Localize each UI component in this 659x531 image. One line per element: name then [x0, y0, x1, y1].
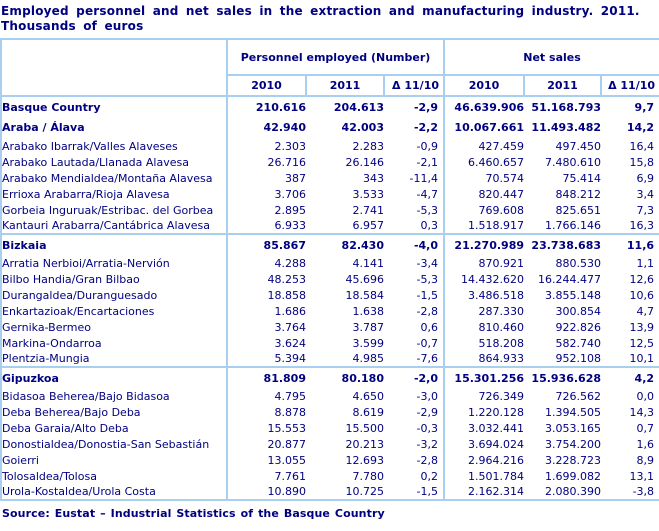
table-body	[1, 96, 659, 500]
row-value: 12,6	[629, 272, 655, 286]
row-label: Arabako Lautada/Llanada Alavesa	[1, 154, 227, 170]
row-label: Gorbeia Inguruak/Estribac. del Gorbea	[1, 202, 227, 218]
row-value: 6.460.657	[468, 155, 525, 169]
row-value: -5,3	[384, 202, 444, 218]
table-row	[1, 234, 659, 255]
table-row	[1, 271, 659, 287]
row-value: 7.761	[274, 469, 306, 483]
row-value: 922.826	[555, 320, 602, 334]
row-value: 81.809	[227, 367, 306, 388]
row-value: 11,6	[601, 234, 659, 255]
table-row	[1, 186, 659, 202]
row-value: 2.964.216	[468, 453, 525, 467]
row-value: 15,8	[629, 155, 655, 169]
row-value: 20.877	[267, 437, 306, 451]
table-row	[1, 436, 659, 452]
row-label: Goierri	[1, 452, 227, 468]
row-value: 3.533	[352, 187, 384, 201]
source-note: Source: Eustat – Industrial Statistics of the Basque Country	[2, 507, 385, 520]
row-label: Bidasoa Beherea/Bajo Bidasoa	[1, 388, 227, 404]
row-value: 1.699.082	[545, 469, 602, 483]
row-value: 769.608	[478, 203, 525, 217]
row-value: -0,7	[384, 335, 444, 351]
row-value: 1.518.917	[468, 219, 525, 232]
row-value: 4.141	[352, 256, 384, 270]
row-value: 3.228.723	[545, 453, 602, 467]
row-label: Gipuzkoa	[1, 367, 227, 388]
row-value: -2,1	[384, 154, 444, 170]
row-value: -4,7	[384, 186, 444, 202]
row-value: -1,5	[384, 484, 444, 500]
row-value: -1,5	[384, 287, 444, 303]
row-value: -2,0	[384, 367, 444, 388]
table-row	[1, 319, 659, 335]
row-value: 16,3	[629, 219, 655, 232]
row-value: 0,7	[636, 421, 655, 435]
row-value: 864.933	[478, 352, 525, 365]
table-row	[1, 335, 659, 351]
row-value: 2.741	[352, 203, 384, 217]
row-value: 18.584	[345, 288, 384, 302]
row-value: 16,4	[629, 139, 655, 153]
row-value: -5,3	[384, 271, 444, 287]
row-value: 75.414	[562, 171, 602, 185]
table-row	[1, 287, 659, 303]
row-value: 848.212	[555, 187, 602, 201]
row-value: 3.486.518	[468, 288, 525, 302]
row-value: 20.213	[345, 437, 384, 451]
row-value: 1.686	[274, 304, 306, 318]
row-value: 13,1	[629, 469, 655, 483]
table-row	[1, 367, 659, 388]
row-value: 3.754.200	[545, 437, 602, 451]
row-value: 726.349	[478, 389, 525, 403]
page-title-line2: Thousands of euros	[1, 19, 144, 33]
table-header	[1, 39, 659, 96]
row-value: 4.288	[274, 256, 306, 270]
row-value: -2,9	[384, 96, 444, 117]
table-row	[1, 452, 659, 468]
row-value: 387	[285, 171, 306, 185]
table-row	[1, 404, 659, 420]
row-value: 3.624	[274, 336, 306, 350]
row-label: Gernika-Bermeo	[1, 319, 227, 335]
table-row	[1, 202, 659, 218]
row-value: 4,2	[601, 367, 659, 388]
row-label: Arabako Mendialdea/Montaña Alavesa	[1, 170, 227, 186]
row-value: 3.706	[274, 187, 306, 201]
row-value: 45.696	[345, 272, 384, 286]
row-value: -3,2	[384, 436, 444, 452]
page-title-line1: Employed personnel and net sales in the extraction and manufacturing industry. 2011.	[1, 4, 640, 18]
row-label: Urola-Kostaldea/Urola Costa	[1, 484, 227, 500]
row-value: 825.651	[555, 203, 602, 217]
table-row	[1, 138, 659, 154]
net-sales-2010-header: 2010	[444, 75, 524, 96]
row-value: 2.303	[274, 139, 306, 153]
row-value: 3.764	[274, 320, 306, 334]
row-label: Araba / Álava	[1, 117, 227, 138]
row-value: 4.650	[352, 389, 384, 403]
row-value: 1,1	[636, 256, 655, 270]
row-value: 5.394	[274, 352, 306, 365]
row-value: 10.725	[345, 485, 384, 498]
row-value: -2,8	[384, 303, 444, 319]
row-label: Kantauri Arabarra/Cantábrica Alavesa	[1, 218, 227, 234]
row-value: 15.500	[345, 421, 384, 435]
statistics-table	[0, 38, 659, 501]
row-value: 82.430	[306, 234, 384, 255]
table-row	[1, 420, 659, 436]
region-header-cell	[1, 39, 227, 96]
row-value: 15.301.256	[444, 367, 524, 388]
row-label: Markina-Ondarroa	[1, 335, 227, 351]
row-value: 1.220.128	[468, 405, 525, 419]
row-value: 810.460	[478, 320, 525, 334]
row-value: 42.003	[341, 121, 384, 134]
row-value: 8.619	[352, 405, 384, 419]
row-value: 23.738.683	[524, 234, 601, 255]
row-value: 70.574	[485, 171, 525, 185]
personnel-delta-header: Δ 11/10	[384, 75, 444, 96]
table-row	[1, 117, 659, 138]
row-value: 8,9	[636, 453, 655, 467]
row-value: -2,2	[384, 117, 444, 138]
row-value: 14,2	[626, 121, 655, 134]
row-value: 7.480.610	[545, 155, 602, 169]
net-sales-2011-header: 2011	[524, 75, 601, 96]
row-label: Durangaldea/Duranguesado	[1, 287, 227, 303]
row-value: -3,0	[384, 388, 444, 404]
row-value: 13.055	[267, 453, 306, 467]
row-label: Donostialdea/Donostia-San Sebastián	[1, 436, 227, 452]
row-value: 1.766.146	[545, 219, 602, 232]
row-value: 1,6	[636, 437, 655, 451]
row-value: 15.553	[267, 421, 306, 435]
row-value: 48.253	[267, 272, 306, 286]
row-value: 46.639.906	[454, 100, 525, 114]
row-value: 3.599	[352, 336, 384, 350]
row-value: 14.432.620	[461, 272, 525, 286]
row-value: 1.394.505	[545, 405, 602, 419]
table-row	[1, 484, 659, 500]
row-value: 16.244.477	[538, 272, 602, 286]
row-value: 518.208	[478, 336, 525, 350]
row-value: 2.080.390	[545, 485, 602, 498]
row-value: 6,9	[636, 171, 655, 185]
row-value: 6.957	[352, 219, 384, 232]
row-value: 11.493.482	[531, 121, 602, 134]
table-row	[1, 468, 659, 484]
row-value: 3.053.165	[545, 421, 602, 435]
table-row	[1, 255, 659, 271]
row-value: 726.562	[555, 389, 602, 403]
row-value: 12,5	[629, 336, 655, 350]
row-value: 10.067.661	[454, 121, 525, 134]
row-value: 820.447	[478, 187, 525, 201]
net-sales-delta-header: Δ 11/10	[601, 75, 659, 96]
row-value: 0,6	[384, 319, 444, 335]
row-value: 7,3	[636, 203, 655, 217]
row-label: Basque Country	[1, 96, 227, 117]
row-value: -3,4	[384, 255, 444, 271]
row-label: Deba Beherea/Bajo Deba	[1, 404, 227, 420]
personnel-2011-header: 2011	[306, 75, 384, 96]
row-value: 427.459	[478, 139, 525, 153]
row-value: 18.858	[267, 288, 306, 302]
table-row	[1, 303, 659, 319]
row-value: 14,3	[629, 405, 655, 419]
row-value: 300.854	[555, 304, 602, 318]
row-value: -0,3	[384, 420, 444, 436]
row-value: 0,3	[384, 218, 444, 234]
row-value: 0,0	[636, 389, 655, 403]
personnel-group-header: Personnel employed (Number)	[227, 39, 444, 75]
row-value: 3.694.024	[468, 437, 525, 451]
row-label: Tolosaldea/Tolosa	[1, 468, 227, 484]
row-label: Bizkaia	[1, 234, 227, 255]
row-value: 6.933	[274, 219, 306, 232]
row-value: 7.780	[352, 469, 384, 483]
row-value: 343	[363, 171, 384, 185]
row-value: 582.740	[555, 336, 602, 350]
row-value: 12.693	[345, 453, 384, 467]
table-row	[1, 154, 659, 170]
row-value: 80.180	[306, 367, 384, 388]
row-value: 1.501.784	[468, 469, 525, 483]
row-label: Arabako Ibarrak/Valles Alaveses	[1, 138, 227, 154]
row-value: 4.795	[274, 389, 306, 403]
row-value: 2.283	[352, 139, 384, 153]
row-value: 1.638	[352, 304, 384, 318]
group-header-row	[1, 39, 659, 75]
row-value: 870.921	[478, 256, 525, 270]
row-value: 3.855.148	[545, 288, 602, 302]
table-row	[1, 388, 659, 404]
row-value: 4.985	[352, 352, 384, 365]
table-row	[1, 218, 659, 234]
row-value: -4,0	[384, 234, 444, 255]
row-value: -2,8	[384, 452, 444, 468]
row-value: 15.936.628	[524, 367, 601, 388]
row-value: 26.146	[345, 155, 384, 169]
row-value: 2.162.314	[468, 485, 525, 498]
row-label: Arratia Nerbioi/Arratia-Nervión	[1, 255, 227, 271]
row-value: 497.450	[555, 139, 602, 153]
row-value: 880.530	[555, 256, 602, 270]
row-value: -2,9	[384, 404, 444, 420]
row-value: 3,4	[636, 187, 655, 201]
row-value: 10.890	[267, 485, 306, 498]
row-value: 21.270.989	[444, 234, 524, 255]
row-label: Deba Garaia/Alto Deba	[1, 420, 227, 436]
row-label: Errioxa Arabarra/Rioja Alavesa	[1, 186, 227, 202]
row-value: -0,9	[384, 138, 444, 154]
page-title	[0, 0, 659, 34]
row-value: 42.940	[263, 121, 306, 134]
row-value: 8.878	[274, 405, 306, 419]
row-value: 10,1	[629, 352, 655, 365]
table-row	[1, 96, 659, 117]
row-value: 9,7	[634, 100, 655, 114]
row-value: 3.032.441	[468, 421, 525, 435]
row-value: 85.867	[227, 234, 306, 255]
table-row	[1, 170, 659, 186]
row-value: 287.330	[478, 304, 525, 318]
row-value: -7,6	[384, 351, 444, 367]
row-label: Bilbo Handia/Gran Bilbao	[1, 271, 227, 287]
row-value: 204.613	[333, 100, 384, 114]
row-value: -3,8	[632, 485, 655, 498]
row-value: 51.168.793	[531, 100, 602, 114]
row-value: 210.616	[255, 100, 306, 114]
row-value: 0,2	[384, 468, 444, 484]
net-sales-group-header: Net sales	[444, 39, 659, 75]
row-value: 26.716	[267, 155, 306, 169]
row-value: 2.895	[274, 203, 306, 217]
table-row	[1, 351, 659, 367]
row-value: 952.108	[555, 352, 602, 365]
row-value: 4,7	[636, 304, 655, 318]
row-value: 13,9	[629, 320, 655, 334]
row-label: Plentzia-Mungia	[1, 351, 227, 367]
row-value: 10,6	[629, 288, 655, 302]
personnel-2010-header: 2010	[227, 75, 306, 96]
row-value: -11,4	[384, 170, 444, 186]
row-value: 3.787	[352, 320, 384, 334]
row-label: Enkartazioak/Encartaciones	[1, 303, 227, 319]
